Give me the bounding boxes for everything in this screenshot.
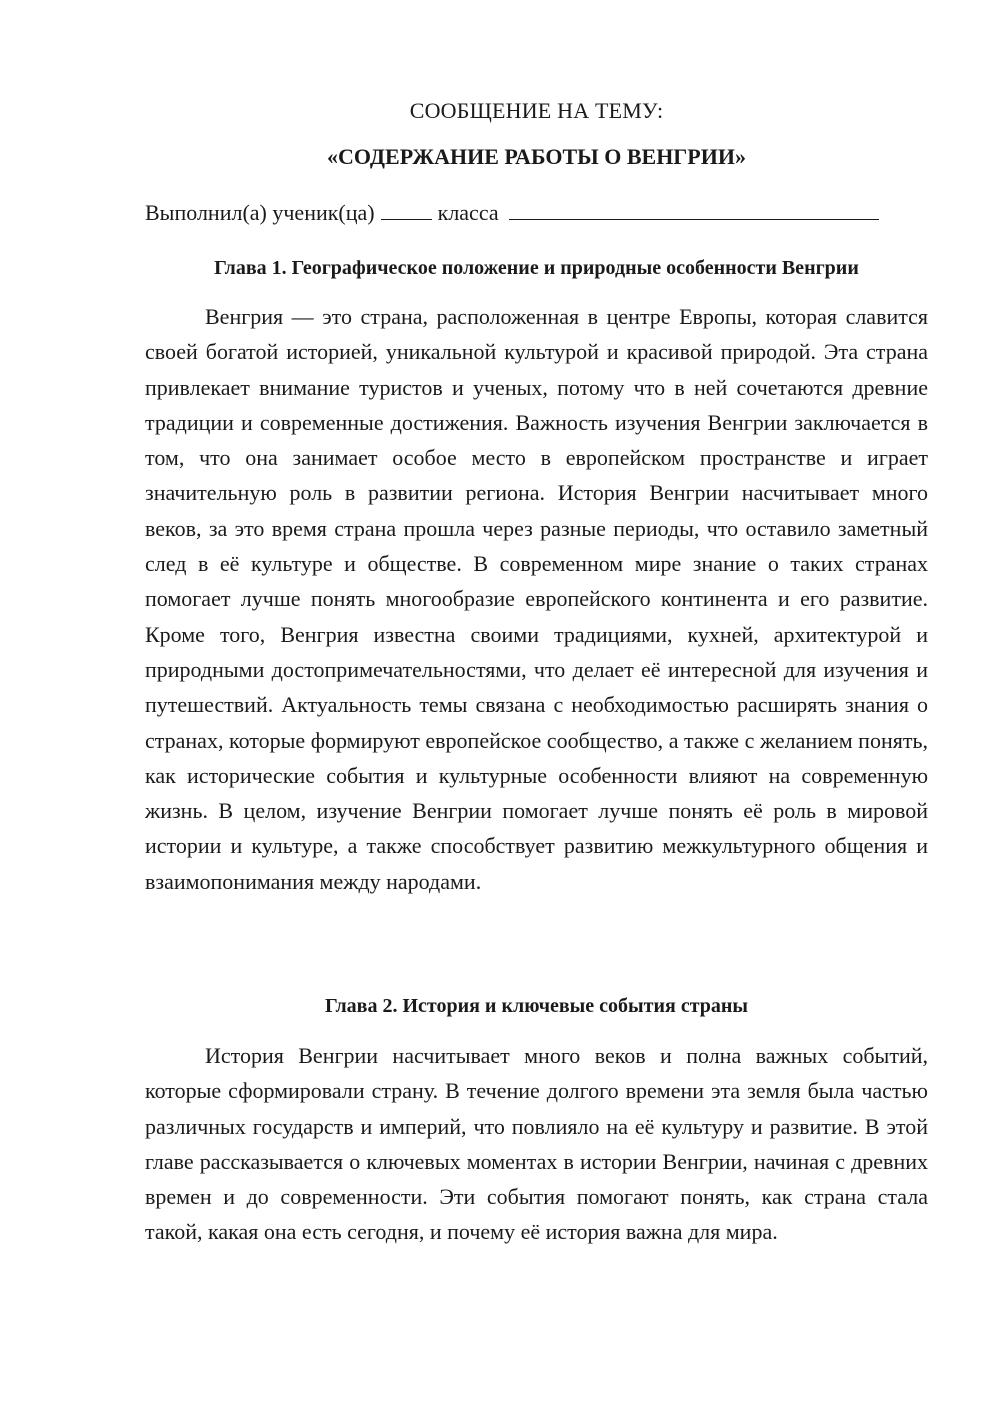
chapter-2-paragraph: История Венгрии насчитывает много веков и полна важных событий, которые сформировали страну. В течение долгого времени эта земля была частью различных государств и империй, что повлияло на её культуру и развитие. В этой главе рассказывается о ключевых моментах в истории Венгрии, начиная с древних времен и до современности. Эти события помогают понять, как страна стала такой, какая она есть сегодня, и почему её история важна для мира. [145,1043,928,1245]
class-label: класса [437,200,499,225]
author-line [145,196,928,230]
chapter-1-paragraph: Венгрия — это страна, расположенная в центре Европы, которая славится своей богатой историей, уникальной культурой и красивой природой. Эта страна привлекает внимание туристов и ученых, потому что в ней сочетаются древние традиции и современные достижения. Важность изучения Венгрии заключается в том, что она занимает особое место в европейском пространстве и играет значительную роль в развитии региона. История Венгрии насчитывает много веков, за это время страна прошла через разные периоды, что оставило заметный след в её культуре и обществе. В современном мире знание о таких странах помогает лучше понять многообразие европейского континента и его развитие. Кроме того, Венгрия известна своими традициями, кухней, архитектурой и природными достопримечательностями, что делает её интересной для изучения и путешествий. Актуальность темы связана с необходимостью расширять знания о странах, которые формируют европейское сообщество, а также с желанием понять, как исторические события и культурные особенности влияют на современную жизнь. В целом, изучение Венгрии помогает лучше понять её роль в мировой истории и культуре, а также способствует развитию межкультурного общения и взаимопонимания между народами. [145,304,928,894]
document-title-line1: СООБЩЕНИЕ НА ТЕМУ: [409,98,664,123]
chapter-1-heading: Глава 1. Географическое положение и природные особенности Венгрии [214,257,859,279]
chapter-2-heading: Глава 2. История и ключевые события страны [324,995,749,1017]
author-prefix: Выполнил(а) ученик(ца) [145,200,375,225]
author-name-blank [509,197,879,220]
class-number-blank [381,197,432,220]
document-title-line2: «СОДЕРЖАНИЕ РАБОТЫ О ВЕНГРИИ» [327,144,746,169]
